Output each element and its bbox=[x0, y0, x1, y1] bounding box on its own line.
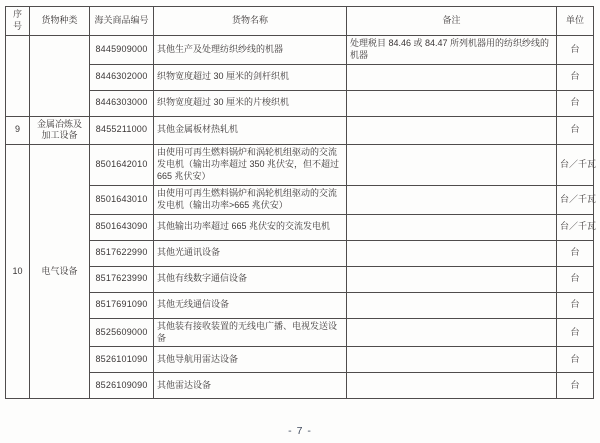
column-header-2: 海关商品编号 bbox=[90, 7, 154, 36]
table-row bbox=[6, 185, 594, 214]
unit-cell: 台／千瓦 bbox=[557, 145, 594, 186]
table-row bbox=[6, 116, 594, 145]
unit-cell: 台 bbox=[557, 266, 594, 292]
remark-cell: 处理税目 84.46 或 84.47 所列机器用的纺织纱线的机器 bbox=[347, 35, 557, 64]
category-cell: 电气设备 bbox=[30, 145, 90, 399]
unit-cell: 台 bbox=[557, 240, 594, 266]
serial-number-cell bbox=[6, 35, 30, 116]
column-header-0: 序号 bbox=[6, 7, 30, 36]
goods-name-cell: 织物宽度超过 30 厘米的片梭织机 bbox=[154, 90, 347, 116]
unit-cell: 台 bbox=[557, 90, 594, 116]
remark-cell bbox=[347, 64, 557, 90]
goods-name-cell: 由使用可再生燃料锅炉和涡轮机组驱动的交流发电机（输出功率超过 350 兆伏安，但不超过 665 兆伏安） bbox=[154, 145, 347, 186]
goods-name-cell: 其他金属板材热轧机 bbox=[154, 116, 347, 145]
remark-cell bbox=[347, 292, 557, 318]
category-cell: 金属冶炼及加工设备 bbox=[30, 116, 90, 145]
table-row bbox=[6, 64, 594, 90]
unit-cell: 台 bbox=[557, 116, 594, 145]
column-header-4: 备注 bbox=[347, 7, 557, 36]
unit-cell: 台 bbox=[557, 64, 594, 90]
remark-cell bbox=[347, 266, 557, 292]
table-row bbox=[6, 90, 594, 116]
remark-cell bbox=[347, 214, 557, 240]
unit-cell: 台 bbox=[557, 318, 594, 347]
unit-cell: 台 bbox=[557, 35, 594, 64]
table-row bbox=[6, 318, 594, 347]
table-header-row bbox=[6, 7, 594, 36]
goods-name-cell: 其他输出功率超过 665 兆伏安的交流发电机 bbox=[154, 214, 347, 240]
hs-code-cell: 8455211000 bbox=[90, 116, 154, 145]
serial-number-cell: 9 bbox=[6, 116, 30, 145]
hs-code-cell: 8517623990 bbox=[90, 266, 154, 292]
goods-name-cell: 其他导航用雷达设备 bbox=[154, 347, 347, 373]
hs-code-cell: 8526109090 bbox=[90, 373, 154, 399]
remark-cell bbox=[347, 116, 557, 145]
unit-cell: 台 bbox=[557, 373, 594, 399]
table-row bbox=[6, 145, 594, 186]
column-header-5: 单位 bbox=[557, 7, 594, 36]
remark-cell bbox=[347, 318, 557, 347]
hs-code-cell: 8517691090 bbox=[90, 292, 154, 318]
remark-cell bbox=[347, 90, 557, 116]
unit-cell: 台 bbox=[557, 292, 594, 318]
hs-code-cell: 8517622990 bbox=[90, 240, 154, 266]
column-header-1: 货物种类 bbox=[30, 7, 90, 36]
remark-cell bbox=[347, 240, 557, 266]
category-cell bbox=[30, 35, 90, 116]
serial-number-cell: 10 bbox=[6, 145, 30, 399]
goods-name-cell: 其他光通讯设备 bbox=[154, 240, 347, 266]
remark-cell bbox=[347, 347, 557, 373]
remark-cell bbox=[347, 145, 557, 186]
hs-code-cell: 8526101090 bbox=[90, 347, 154, 373]
column-header-3: 货物名称 bbox=[154, 7, 347, 36]
table-row bbox=[6, 347, 594, 373]
goods-name-cell: 其他生产及处理纺织纱线的机器 bbox=[154, 35, 347, 64]
goods-name-cell: 由使用可再生燃料锅炉和涡轮机组驱动的交流发电机（输出功率>665 兆伏安） bbox=[154, 185, 347, 214]
hs-code-cell: 8501643090 bbox=[90, 214, 154, 240]
hs-code-cell: 8445909000 bbox=[90, 35, 154, 64]
table-row bbox=[6, 373, 594, 399]
goods-table bbox=[5, 6, 597, 399]
page-number: - 7 - bbox=[288, 425, 312, 437]
table-row bbox=[6, 214, 594, 240]
hs-code-cell: 8501643010 bbox=[90, 185, 154, 214]
hs-code-cell: 8446302000 bbox=[90, 64, 154, 90]
goods-name-cell: 其他雷达设备 bbox=[154, 373, 347, 399]
goods-name-cell: 其他装有接收装置的无线电广播、电视发送设备 bbox=[154, 318, 347, 347]
table-body bbox=[6, 35, 597, 399]
table-row bbox=[6, 35, 594, 64]
remark-cell bbox=[347, 373, 557, 399]
goods-name-cell: 其他有线数字通信设备 bbox=[154, 266, 347, 292]
table-row bbox=[6, 266, 594, 292]
table-row bbox=[6, 240, 594, 266]
goods-name-cell: 其他无线通信设备 bbox=[154, 292, 347, 318]
hs-code-cell: 8446303000 bbox=[90, 90, 154, 116]
unit-cell: 台／千瓦 bbox=[557, 185, 594, 214]
hs-code-cell: 8525609000 bbox=[90, 318, 154, 347]
table-row bbox=[6, 292, 594, 318]
goods-name-cell: 织物宽度超过 30 厘米的剑杆织机 bbox=[154, 64, 347, 90]
hs-code-cell: 8501642010 bbox=[90, 145, 154, 186]
unit-cell: 台／千瓦 bbox=[557, 214, 594, 240]
remark-cell bbox=[347, 185, 557, 214]
unit-cell: 台 bbox=[557, 347, 594, 373]
